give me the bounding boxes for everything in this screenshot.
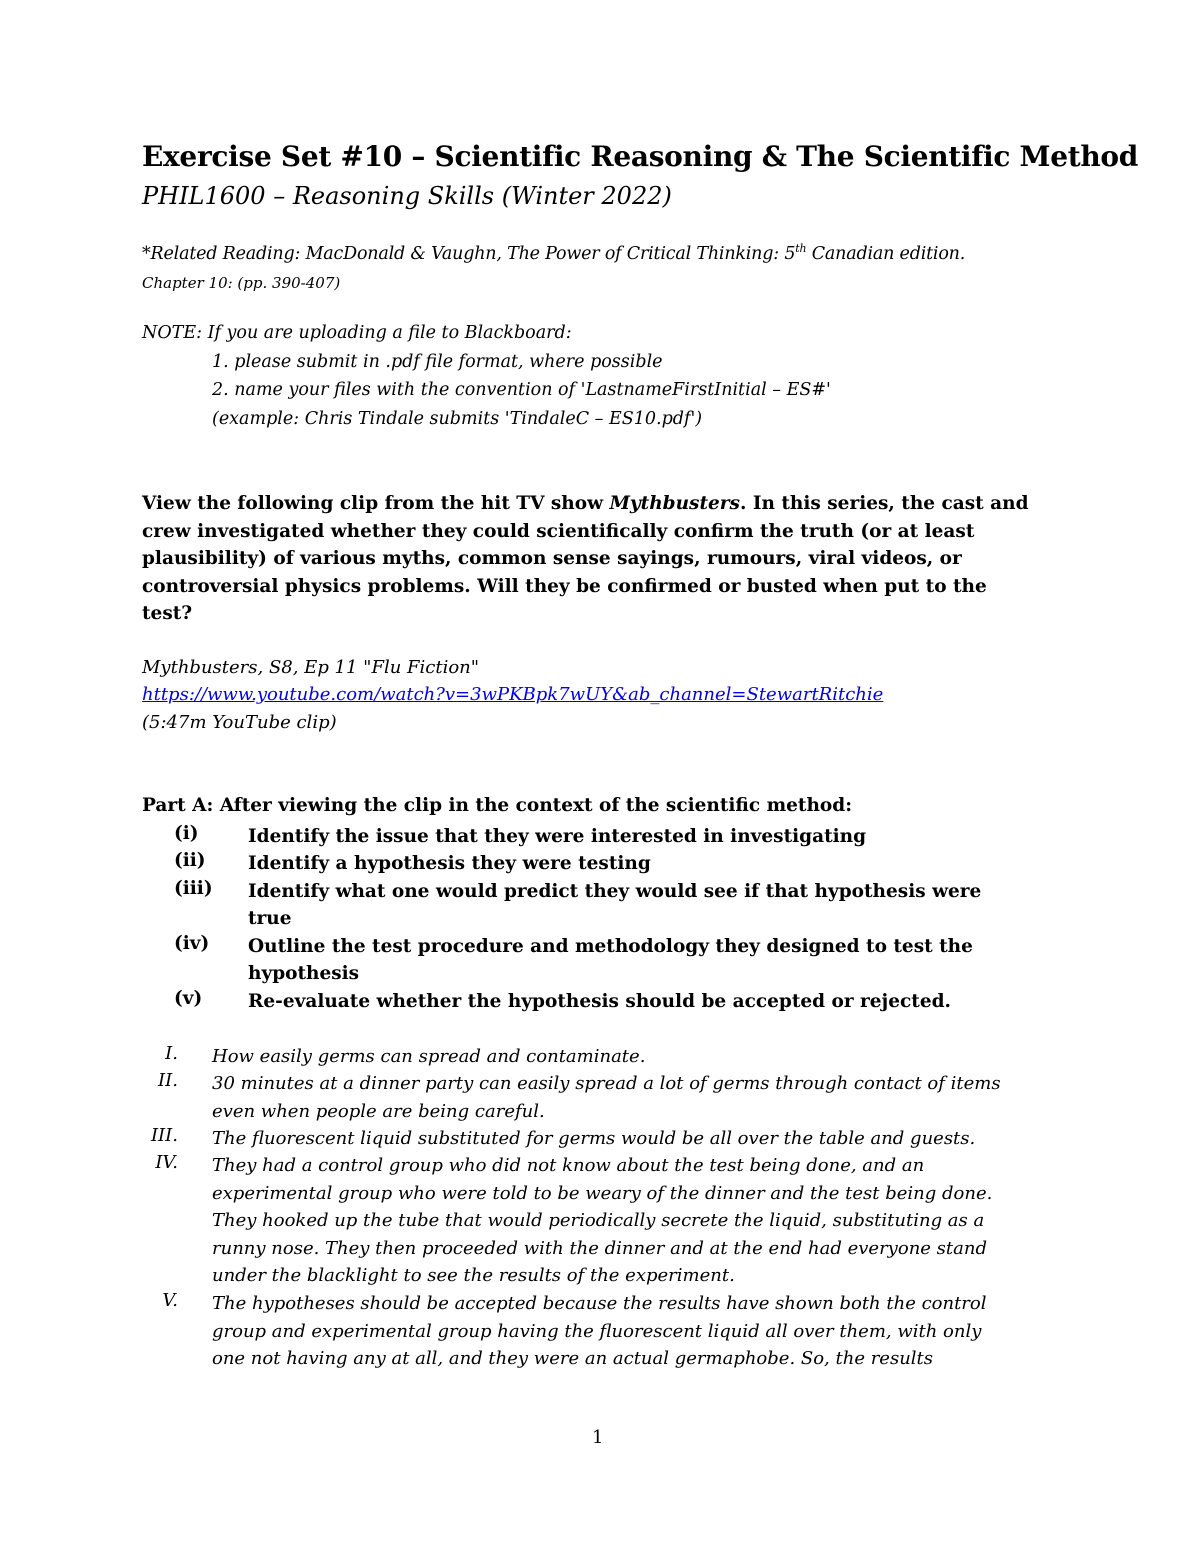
- intro-line: crew investigated whether they could scientifically confirm the truth (or at least: [142, 520, 975, 542]
- chapter-reference: Chapter 10: (pp. 390-407): [142, 274, 341, 292]
- question-number: (iii): [174, 878, 213, 899]
- answer-text: How easily germs can spread and contaminate.: [212, 1046, 646, 1067]
- intro-line: controversial physics problems. Will they be confirmed or busted when put to the: [142, 575, 987, 597]
- intro-line: test?: [142, 603, 193, 624]
- answer-text: They had a control group who did not know about the test being done, and an experimental group who were told to be weary of the dinner and the test being done. They hooked up the tube that would periodically secrete the liquid, substituting as a runny nose. They then proceeded with the dinner and at the end had everyone stand under the blacklight to see the results of the experiment.: [212, 1155, 993, 1286]
- answer-number: III.: [150, 1125, 178, 1146]
- intro-line: View the following clip from the hit TV show Mythbusters. In this series, the cast and: [142, 493, 1029, 514]
- intro-line: plausibility) of various myths, common sense sayings, rumours, viral videos, or: [142, 548, 962, 569]
- note-item-2: 2. name your files with the convention of 'LastnameFirstInitial – ES#': [212, 380, 831, 400]
- related-reading-text: *Related Reading: MacDonald & Vaughn, The Power of Critical Thinking: 5: [142, 244, 796, 264]
- page-number: 1: [592, 1427, 604, 1448]
- answer-number: I.: [165, 1043, 178, 1064]
- note-item-1: 1. please submit in .pdf file format, where possible: [212, 352, 663, 372]
- answer-number: II.: [158, 1070, 178, 1091]
- question-text: Identify a hypothesis they were testing: [248, 853, 651, 874]
- question-text: Identify the issue that they were interested in investigating: [248, 826, 867, 847]
- question-text: Identify what one would predict they would see if that hypothesis were true: [248, 881, 982, 929]
- related-reading-edition: Canadian edition.: [806, 244, 966, 264]
- clip-episode: Mythbusters, S8, Ep 11 "Flu Fiction": [142, 657, 480, 678]
- note-heading: NOTE: If you are uploading a file to Blackboard:: [142, 323, 572, 343]
- clip-link[interactable]: https://www.youtube.com/watch?v=3wPKBpk7wUY&ab_channel=StewartRitchie: [142, 684, 884, 705]
- question-number: (i): [174, 823, 199, 844]
- clip-length: (5:47m YouTube clip): [142, 712, 337, 733]
- question-number: (iv): [174, 933, 210, 954]
- question-number: (v): [174, 988, 203, 1009]
- related-reading: [142, 244, 965, 264]
- answer-number: V.: [162, 1290, 178, 1311]
- answer-number: IV.: [155, 1152, 178, 1173]
- note-item-3: (example: Chris Tindale submits 'TindaleC – ES10.pdf'): [212, 409, 703, 429]
- edition-superscript: th: [795, 242, 807, 255]
- question-number: (ii): [174, 850, 206, 871]
- show-title: Mythbusters: [609, 493, 740, 514]
- answer-text: 30 minutes at a dinner party can easily spread a lot of germs through contact of items even when people are being careful.: [212, 1073, 1001, 1122]
- intro-paragraph: [142, 490, 1029, 628]
- question-text: Re-evaluate whether the hypothesis should be accepted or rejected.: [248, 991, 951, 1012]
- answer-text: The hypotheses should be accepted because the results have shown both the control group and experimental group having the fluorescent liquid all over them, with only one not having any at all, and they were an actual germaphobe. So, the results: [212, 1293, 987, 1369]
- answer-text: The fluorescent liquid substituted for germs would be all over the table and guests.: [212, 1128, 976, 1149]
- course-subtitle: PHIL1600 – Reasoning Skills (Winter 2022): [142, 182, 672, 210]
- question-text: Outline the test procedure and methodology they designed to test the hypothesis: [248, 936, 973, 984]
- document-title: Exercise Set #10 – Scientific Reasoning & The Scientific Method: [142, 140, 1139, 173]
- part-a-heading: Part A: After viewing the clip in the context of the scientific method:: [142, 795, 853, 816]
